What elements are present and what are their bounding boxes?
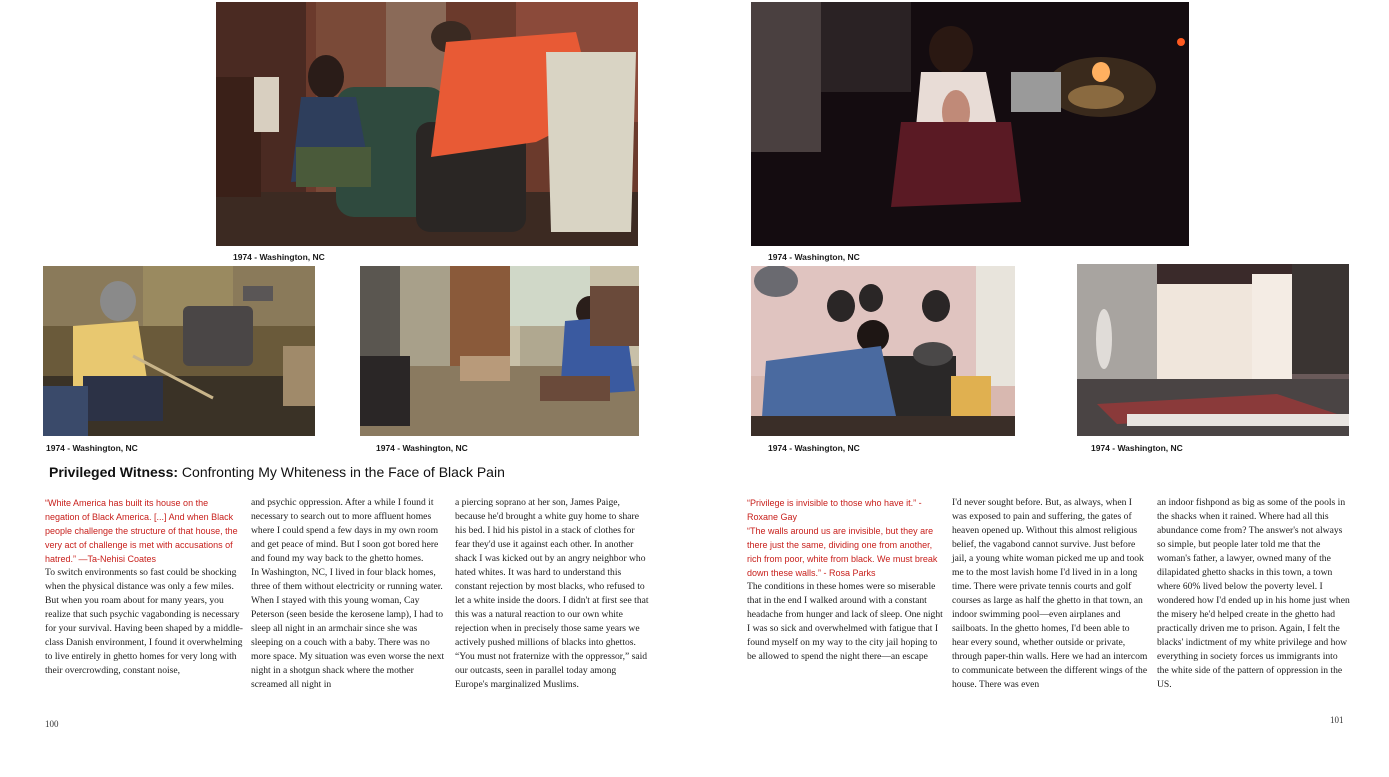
headline-bold: Privileged Witness: [49,464,179,480]
body-text: To switch environments so fast could be shocking when the physical distance was only a few miles. But when you roam about for many years, you realize that such psychic vagabonding is necessary for your survival. Having been shaped by a middle-class Danish environment, I found it overwhelming to live entirely in ghetto homes for very long with their overcrowding, constant noise, [45,567,243,676]
right-page-col-1 [747,496,943,664]
body-text: The conditions in these homes were so miserable that in the end I walked around with a constant headache from hunger and lack of sleep. One night I was so sick and overwhelmed with fatigue that I found myself on my way to the city jail hoping to be allowed to spend the night there—an escape [747,581,943,662]
quote-coates: “White America has built its house on the negation of Black America. [...] And when Black people challenge the structure of that house, the very act of challenge is met with accusations of hatred.” —Ta-Nehisi Coates [45,498,238,564]
body-text: a piercing soprano at her son, James Paige, because he'd brought a white guy home to share his bed. I hid his pistol in a stack of clothes for fear they'd use it against each other. In another shack I was kicked out by an angry neighbor who hated whites. It was hard to understand this constant rejection by most blacks, who refused to let a white inside the doors. I didn't at first see that this was a natural reaction to our own white rejection when in precisely those same years we actively pushed millions of blacks into ghettos. “You must not fraternize with the oppressor,” said our outcasts, seen in parallel today among Europe's marginalized Muslims. [455,497,649,690]
photo-man-at-kitchen-stove [751,266,1015,436]
left-page-col-3 [455,496,649,692]
body-text: In Washington, NC, I lived in four black homes, three of them without electricity or running water. When I stayed with this young woman, Cay Peterson (seen beside the kerosene lamp), I had to sleep all night in an armchair since she was sleeping on a couch with a baby. There was no more space. My situation was even worse the next night in a shotgun shack where the mother screamed all night in [251,567,445,690]
headline-rest: Confronting My Whiteness in the Face of Black Pain [178,464,505,480]
photo-lavish-interior [1077,264,1349,436]
body-text: an indoor fishpond as big as some of the pools in the shacks when it rained. Where had all this abundance come from? The answer's not always so simple, but people later told me that the woman's father, a lawyer, owned many of the dilapidated ghetto shacks in this town, a town where 60% lived below the poverty level. I wondered how I'd ended up in his home just when the misery he'd helped create in the ghetto had practically driven me to prison. Again, I felt the blacks' indictment of my white privilege and how everything in society forces us immigrants into the white side of the pattern of oppression in the US. [1157,497,1350,690]
caption-mid-2: 1974 - Washington, NC [376,443,468,453]
quote-roxane-gay: “Privilege is invisible to those who have it.” - Roxane Gay [747,498,922,522]
article-headline [49,464,505,480]
caption-top-right: 1974 - Washington, NC [768,252,860,262]
photo-man-in-blue-by-fire [360,266,639,436]
caption-mid-3: 1974 - Washington, NC [768,443,860,453]
photo-women-by-stove [216,2,638,246]
photo-man-smoking-by-stove [43,266,315,436]
photo-woman-with-baby-lamp [751,2,1189,246]
left-page-col-1 [45,496,245,678]
right-page-col-3 [1157,496,1351,692]
quote-rosa-parks: “The walls around us are invisible, but they are there just the same, dividing one from another, rich from poor, white from black. We must break down these walls.” - Rosa Parks [747,526,938,578]
caption-mid-1: 1974 - Washington, NC [46,443,138,453]
caption-top-left: 1974 - Washington, NC [233,252,325,262]
page-number-right: 101 [1330,715,1344,725]
body-text: and psychic oppression. After a while I found it necessary to search out to more affluent homes where I could spend a few days in my own room and get peace of mind. But I soon got bored here and found my way back to the ghetto homes. [251,497,439,564]
caption-mid-4: 1974 - Washington, NC [1091,443,1183,453]
body-text: I'd never sought before. But, as always, when I was exposed to pain and suffering, the gates of heaven opened up. Without this almost religious belief, the vagabond cannot survive. Just before jail, a young white woman picked me up and took me to the most lavish home I'd lived in in a long time. There were private tennis courts and golf courses as large as half the ghetto in that town, an indoor swimming pool—even airplanes and sailboats. In the ghetto homes, I'd been able to hear every sound, whether outside or private, through paper-thin walls. Here we had an intercom to communicate between the different wings of the house. There was even [952,497,1148,690]
page-number-left: 100 [45,719,59,729]
right-page-col-2 [952,496,1148,692]
left-page-col-2 [251,496,447,692]
